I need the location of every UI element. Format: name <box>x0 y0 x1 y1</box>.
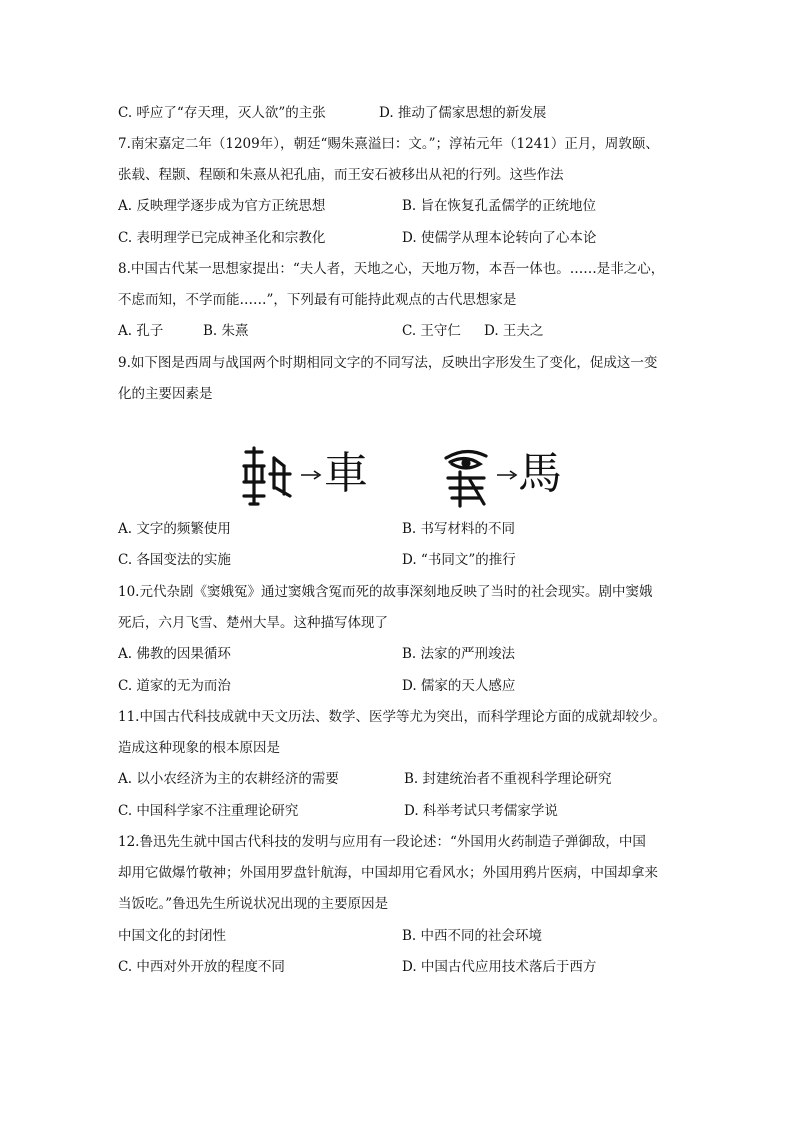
q6-option-c[interactable]: C. 呼应了“存天理，灭人欲”的主张 <box>118 105 326 121</box>
q11-option-d[interactable]: D. 科举考试只考儒家学说 <box>404 803 558 819</box>
ancient-che-glyph <box>240 444 296 508</box>
q12-option-d[interactable]: D. 中国古代应用技术落后于西方 <box>402 959 597 975</box>
q9-option-d[interactable]: D. “书同文”的推行 <box>402 552 516 568</box>
q12-option-a[interactable]: 中国文化的封闭性 <box>118 928 226 944</box>
q7-option-c[interactable]: C. 表明理学已完成神圣化和宗教化 <box>118 230 326 246</box>
q10-option-d[interactable]: D. 儒家的天人感应 <box>402 678 516 694</box>
arrow-icon <box>496 468 518 482</box>
modern-ma-glyph: 馬 <box>518 448 562 499</box>
q7-stem-line2: 张载、程颢、程颐和朱熹从祀孔庙，而王安石被移出从祀的行列。这些作法 <box>118 167 564 183</box>
q10-stem-line1: 10.元代杂剧《窦娥冤》通过窦娥含冤而死的故事深刻地反映了当时的社会现实。剧中窦娥 <box>118 584 653 600</box>
q8-stem-line1: 8.中国古代某一思想家提出：“夫人者，天地之心，天地万物，本吾一体也。……是非之心， <box>118 261 665 277</box>
q9-option-b[interactable]: B. 书写材料的不同 <box>402 521 516 537</box>
modern-che-glyph: 車 <box>324 448 368 499</box>
q7-option-b[interactable]: B. 旨在恢复孔孟儒学的正统地位 <box>402 198 597 214</box>
q6-option-d[interactable]: D. 推动了儒家思想的新发展 <box>379 105 547 121</box>
q10-stem-line2: 死后，六月飞雪、楚州大旱。这种描写体现了 <box>118 615 388 631</box>
q7-stem-line1: 7.南宋嘉定二年（1209年），朝廷“赐朱熹溢曰：文。”；淳祐元年（1241）正月，周敦颐、 <box>118 136 659 152</box>
ancient-ma-glyph <box>440 444 492 508</box>
q8-option-c[interactable]: C. 王守仁 <box>402 323 461 339</box>
q9-option-a[interactable]: A. 文字的频繁使用 <box>118 521 231 537</box>
q12-option-c[interactable]: C. 中西对外开放的程度不同 <box>118 959 285 975</box>
q11-option-b[interactable]: B. 封建统治者不重视科学理论研究 <box>404 771 612 787</box>
q8-stem-line2: 不虑而知，不学而能……”，下列最有可能持此观点的古代思想家是 <box>118 292 517 308</box>
q9-option-c[interactable]: C. 各国变法的实施 <box>118 552 231 568</box>
q7-option-a[interactable]: A. 反映理学逐步成为官方正统思想 <box>118 198 326 214</box>
q7-option-d[interactable]: D. 使儒学从理本论转向了心本论 <box>402 230 597 246</box>
q8-option-b[interactable]: B. 朱熹 <box>203 323 249 339</box>
q11-option-c[interactable]: C. 中国科学家不注重理论研究 <box>118 803 299 819</box>
character-evolution-figure <box>0 440 794 510</box>
q12-stem-line1: 12.鲁迅先生就中国古代科技的发明与应用有一段论述：“外国用火药制造子弹御敌，中国 <box>118 834 646 850</box>
arrow-icon <box>300 468 322 482</box>
q10-option-a[interactable]: A. 佛教的因果循环 <box>118 646 231 662</box>
q11-stem-line2: 造成这种现象的根本原因是 <box>118 740 280 756</box>
q8-option-d[interactable]: D. 王夫之 <box>484 323 544 339</box>
q8-option-a[interactable]: A. 孔子 <box>118 323 164 339</box>
q11-option-a[interactable]: A. 以小农经济为主的农耕经济的需要 <box>118 771 339 787</box>
q9-stem-line1: 9.如下图是西周与战国两个时期相同文字的不同写法，反映出字形发生了变化，促成这一变 <box>118 355 658 371</box>
q12-stem-line2: 却用它做爆竹敬神；外国用罗盘针航海，中国却用它看风水；外国用鸦片医病，中国却拿来 <box>118 865 658 881</box>
q12-option-b[interactable]: B. 中西不同的社会环境 <box>402 928 543 944</box>
q10-option-c[interactable]: C. 道家的无为而治 <box>118 678 231 694</box>
q10-option-b[interactable]: B. 法家的严刑竣法 <box>402 646 516 662</box>
q9-stem-line2: 化的主要因素是 <box>118 386 213 402</box>
q11-stem-line1: 11.中国古代科技成就中天文历法、数学、医学等尤为突出，而科学理论方面的成就却较少。 <box>118 709 666 725</box>
q12-stem-line3: 当饭吃。”鲁迅先生所说状况出现的主要原因是 <box>118 896 389 912</box>
